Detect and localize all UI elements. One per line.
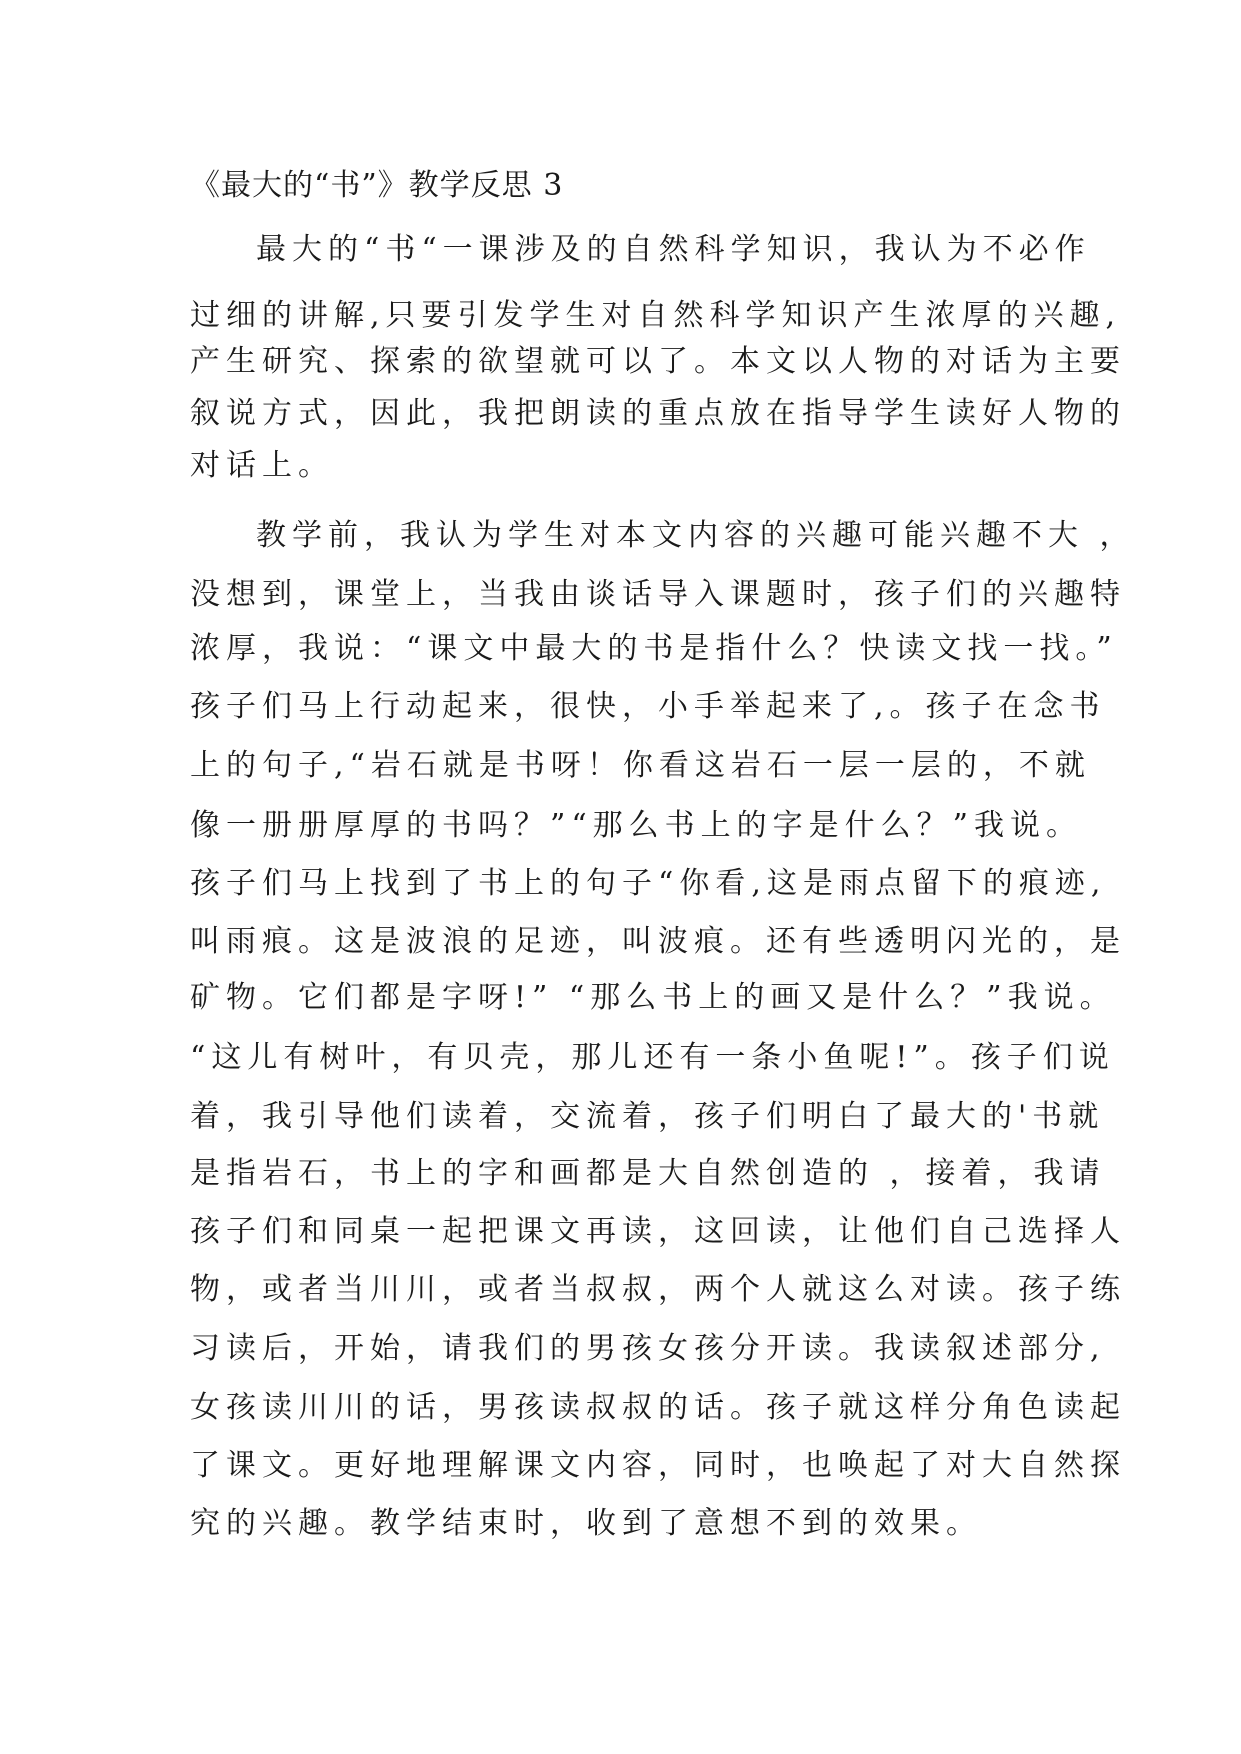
paragraph-2-line-18: 究的兴趣。教学结束时，收到了意想不到的效果。 bbox=[190, 1506, 982, 1541]
paragraph-2-line-5: 上的句子,“岩石就是书呀！你看这岩石一层一层的，不就 bbox=[190, 748, 1091, 783]
paragraph-2-line-9: 矿物。它们都是字呀!” “那么书上的画又是什么？”我说。 bbox=[190, 980, 1116, 1015]
paragraph-2-line-16: 女孩读川川的话，男孩读叔叔的话。孩子就这样分角色读起 bbox=[190, 1390, 1126, 1425]
paragraph-1-line-1: 最大的“书“一课涉及的自然科学知识，我认为不必作 bbox=[256, 232, 1091, 267]
paragraph-2-line-3: 浓厚，我说：“课文中最大的书是指什么？快读文找一找。” bbox=[190, 631, 1118, 666]
paragraph-2-line-8: 叫雨痕。这是波浪的足迹，叫波痕。还有些透明闪光的，是 bbox=[190, 924, 1126, 959]
paragraph-1-line-5: 对话上。 bbox=[190, 448, 334, 483]
paragraph-2-line-4: 孩子们马上行动起来，很快，小手举起来了,。孩子在念书 bbox=[190, 689, 1106, 724]
paragraph-2-line-6: 像一册册厚厚的书吗？”“那么书上的字是什么？”我说。 bbox=[190, 808, 1083, 843]
paragraph-2-line-15: 习读后，开始，请我们的男孩女孩分开读。我读叙述部分, bbox=[190, 1331, 1106, 1366]
paragraph-2-line-17: 了课文。更好地理解课文内容，同时，也唤起了对大自然探 bbox=[190, 1448, 1126, 1483]
paragraph-2-line-10: “这儿有树叶，有贝壳，那儿还有一条小鱼呢!”。孩子们说 bbox=[190, 1040, 1115, 1075]
paragraph-1-line-4: 叙说方式，因此，我把朗读的重点放在指导学生读好人物的 bbox=[190, 396, 1126, 431]
paragraph-2-line-2: 没想到，课堂上，当我由谈话导入课题时，孩子们的兴趣特 bbox=[190, 577, 1126, 612]
document-title: 《最大的“书”》教学反思 3 bbox=[190, 168, 564, 203]
paragraph-2-line-13: 孩子们和同桌一起把课文再读，这回读，让他们自己选择人 bbox=[190, 1214, 1126, 1249]
paragraph-2-line-14: 物，或者当川川，或者当叔叔，两个人就这么对读。孩子练 bbox=[190, 1272, 1126, 1307]
paragraph-2-line-1: 教学前，我认为学生对本文内容的兴趣可能兴趣不大 ， bbox=[256, 518, 1136, 553]
paragraph-1-line-3: 产生研究、探索的欲望就可以了。本文以人物的对话为主要 bbox=[190, 344, 1126, 379]
paragraph-1-line-2: 过细的讲解,只要引发学生对自然科学知识产生浓厚的兴趣, bbox=[190, 298, 1122, 333]
paragraph-2-line-11: 着，我引导他们读着，交流着，孩子们明白了最大的'书就 bbox=[190, 1099, 1105, 1134]
paragraph-2-line-12: 是指岩石，书上的字和画都是大自然创造的 ，接着，我请 bbox=[190, 1156, 1106, 1191]
paragraph-2-line-7: 孩子们马上找到了书上的句子“你看,这是雨点留下的痕迹, bbox=[190, 866, 1107, 901]
